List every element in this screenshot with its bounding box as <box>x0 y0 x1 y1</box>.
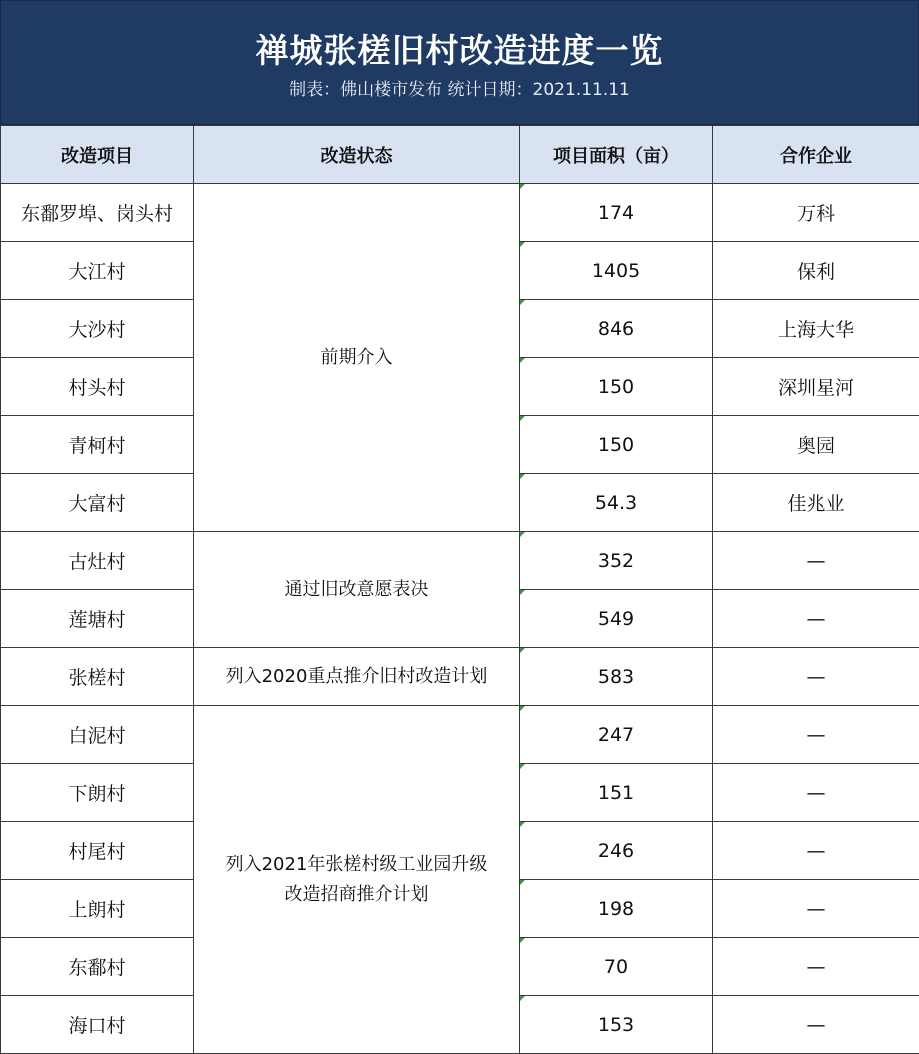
project-cell: 上朗村 <box>1 880 194 938</box>
project-cell: 白泥村 <box>1 706 194 764</box>
status-cell <box>194 706 520 1054</box>
partner-cell: — <box>713 822 919 880</box>
partner-cell: — <box>713 648 919 706</box>
partner-cell: — <box>713 590 919 648</box>
table-row <box>1 532 919 590</box>
table-row <box>1 706 919 764</box>
status-cell <box>194 184 520 532</box>
area-cell: 352 <box>520 532 713 590</box>
project-cell: 下朗村 <box>1 764 194 822</box>
area-cell: 246 <box>520 822 713 880</box>
project-cell: 大江村 <box>1 242 194 300</box>
partner-cell: 保利 <box>713 242 919 300</box>
area-cell: 151 <box>520 764 713 822</box>
project-cell: 大富村 <box>1 474 194 532</box>
table-row <box>1 184 919 242</box>
status-text: 通过旧改意愿表决 <box>284 578 429 600</box>
status-text: 列入2021年张槎村级工业园升级 <box>225 853 488 875</box>
column-header-area: 项目面积（亩） <box>520 126 713 184</box>
project-cell: 大沙村 <box>1 300 194 358</box>
area-cell: 150 <box>520 358 713 416</box>
area-cell: 150 <box>520 416 713 474</box>
project-cell: 东鄱罗埠、岗头村 <box>1 184 194 242</box>
status-text-line2: 改造招商推介计划 <box>284 883 429 905</box>
area-cell: 54.3 <box>520 474 713 532</box>
project-cell: 村尾村 <box>1 822 194 880</box>
project-cell: 古灶村 <box>1 532 194 590</box>
area-cell: 198 <box>520 880 713 938</box>
header-row <box>1 126 919 184</box>
partner-cell: — <box>713 532 919 590</box>
column-header-partner: 合作企业 <box>713 126 919 184</box>
column-header-status: 改造状态 <box>194 126 520 184</box>
area-cell: 247 <box>520 706 713 764</box>
area-cell: 549 <box>520 590 713 648</box>
project-cell: 青柯村 <box>1 416 194 474</box>
area-cell: 846 <box>520 300 713 358</box>
project-cell: 村头村 <box>1 358 194 416</box>
partner-cell: — <box>713 996 919 1054</box>
project-cell: 莲塘村 <box>1 590 194 648</box>
title-banner <box>0 0 919 125</box>
project-cell: 东鄱村 <box>1 938 194 996</box>
partner-cell: — <box>713 880 919 938</box>
partner-cell: 佳兆业 <box>713 474 919 532</box>
status-cell <box>194 532 520 648</box>
partner-cell: — <box>713 706 919 764</box>
partner-cell: 奥园 <box>713 416 919 474</box>
partner-cell: 万科 <box>713 184 919 242</box>
partner-cell: 上海大华 <box>713 300 919 358</box>
area-cell: 70 <box>520 938 713 996</box>
table-row <box>1 648 919 706</box>
page-title: 禅城张槎旧村改造进度一览 <box>255 31 664 70</box>
status-text: 列入2020重点推介旧村改造计划 <box>225 665 488 687</box>
status-cell <box>194 648 520 706</box>
area-cell: 1405 <box>520 242 713 300</box>
project-cell: 张槎村 <box>1 648 194 706</box>
area-cell: 153 <box>520 996 713 1054</box>
project-cell: 海口村 <box>1 996 194 1054</box>
area-cell: 174 <box>520 184 713 242</box>
column-header-project: 改造项目 <box>1 126 194 184</box>
partner-cell: 深圳星河 <box>713 358 919 416</box>
area-cell: 583 <box>520 648 713 706</box>
progress-table <box>0 125 919 1054</box>
page-subtitle: 制表：佛山楼市发布 统计日期：2021.11.11 <box>289 80 630 100</box>
status-text: 前期介入 <box>320 346 393 368</box>
partner-cell: — <box>713 764 919 822</box>
partner-cell: — <box>713 938 919 996</box>
